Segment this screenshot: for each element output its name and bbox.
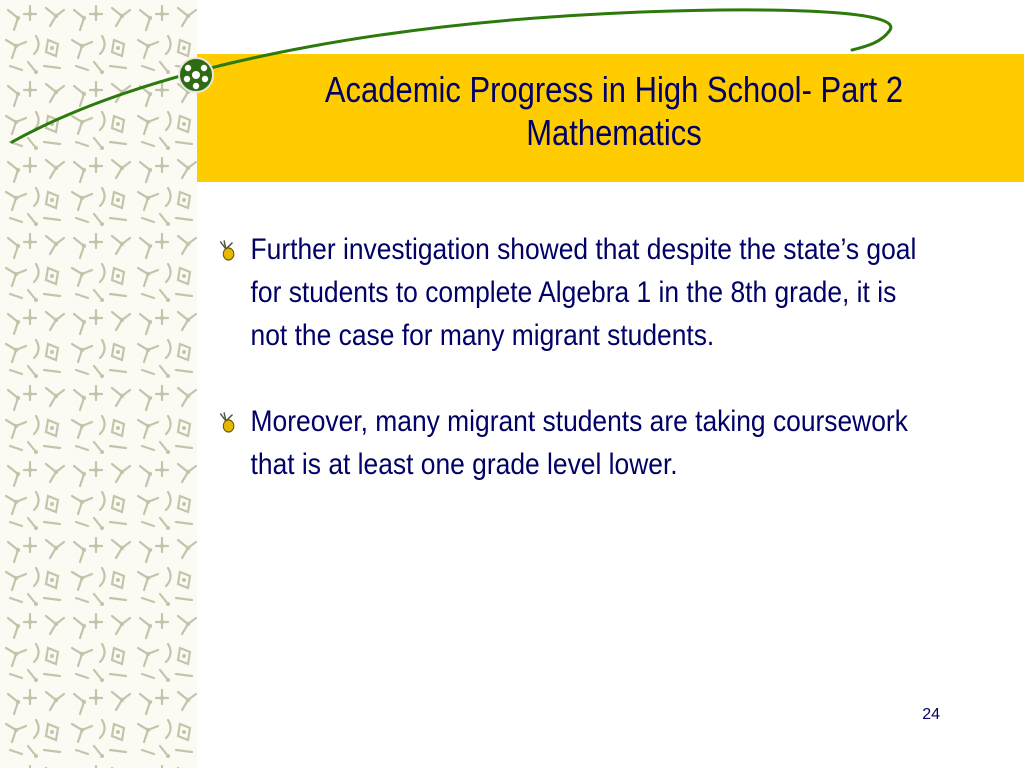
bullet-text-2: Moreover, many migrant students are taking coursework that is at least one grade level lower. <box>250 405 908 481</box>
slide-title <box>261 68 966 154</box>
page-number: 24 <box>922 706 940 723</box>
molecule-bullet-icon <box>218 412 237 434</box>
slide-title-line-1: Academic Progress in High School- Part 2 <box>324 69 904 110</box>
molecule-bullet-icon <box>218 240 237 262</box>
bullet-list <box>218 228 938 529</box>
slide-title-line-2: Mathematics <box>526 112 702 153</box>
decorative-pattern-strip <box>0 0 197 768</box>
bullet-item <box>218 228 919 357</box>
molecule-ornament-icon <box>177 56 215 94</box>
bullet-item <box>218 400 919 486</box>
molecule-pattern <box>0 0 197 768</box>
bullet-text-1: Further investigation showed that despite the state’s goal for students to complete Algebra 1 in the 8th grade, it is not the case for many migrant students. <box>250 233 917 352</box>
